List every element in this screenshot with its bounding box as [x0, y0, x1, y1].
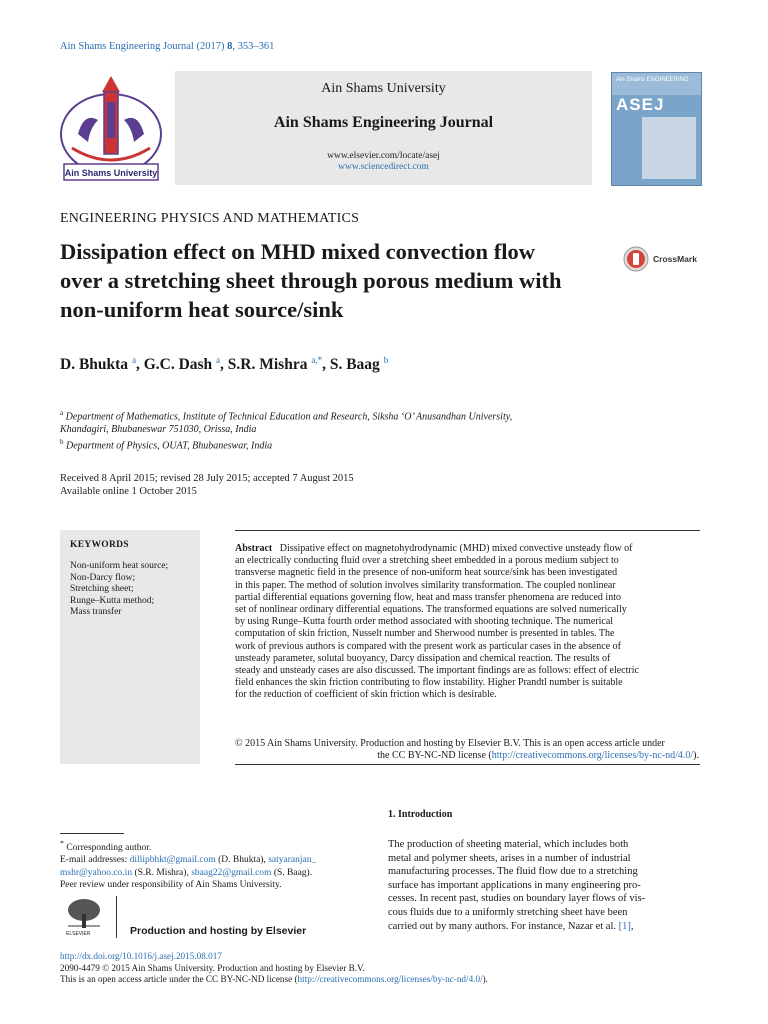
journal-ref-volume: 8	[227, 41, 233, 52]
author-name[interactable]: G.C. Dash	[143, 356, 213, 374]
cover-picture	[642, 117, 696, 179]
intro-line: metal and polymer sheets, arises in a number of industrial	[388, 852, 631, 864]
intro-line-tail: ,	[630, 920, 634, 932]
oa-license-link[interactable]: http://creativecommons.org/licenses/by-nc-nd/4.0/	[297, 974, 483, 985]
title-line: non-uniform heat source/sink	[60, 297, 344, 322]
abstract-line: an electrically conducting fluid over a stretching sheet embedded in a porous medium subject to	[235, 555, 619, 567]
affiliation-text: Khandagiri, Bhubaneswar 751030, Orissa, India	[60, 423, 257, 435]
affiliations	[60, 407, 660, 453]
abstract-line: unsteady parameter, solutal buoyancy, Darcy dissipation and chemical reaction. The results of	[235, 652, 611, 664]
keyword-item: Non-uniform heat source;	[70, 561, 169, 571]
abstract-top-rule	[235, 530, 700, 531]
keyword-item: Mass transfer	[70, 607, 122, 617]
email-link[interactable]: satyaranjan_	[268, 855, 317, 866]
page-footer	[60, 951, 720, 986]
date-online: Available online 1 October 2015	[60, 486, 197, 497]
logo-caption: Ain Shams University	[64, 168, 158, 178]
paper-title	[60, 237, 620, 324]
author-name[interactable]: D. Bhukta	[60, 356, 129, 374]
intro-line-text: carried out by many authors. For instance, Nazar et al.	[388, 920, 619, 932]
elsevier-separator	[116, 896, 117, 938]
author-name[interactable]: S. Baag	[329, 356, 380, 374]
affiliation-line	[60, 407, 660, 424]
title-line: Dissipation effect on MHD mixed convection flow	[60, 239, 535, 264]
keywords-title: KEYWORDS	[70, 540, 129, 550]
license-link[interactable]: http://creativecommons.org/licenses/by-nc-nd/4.0/	[491, 750, 694, 762]
doi-link[interactable]: http://dx.doi.org/10.1016/j.asej.2015.08.017	[60, 951, 222, 961]
cover-title: ASEJ	[616, 95, 665, 114]
author-separator: ,	[220, 356, 228, 374]
corresponding-author-note	[60, 838, 370, 891]
email-link[interactable]: mshr@yahoo.co.in	[60, 867, 133, 878]
keywords-list	[70, 561, 168, 619]
abstract-text: Dissipative effect on magnetohydrodynamic (MHD) mixed convective unsteady flow of	[279, 543, 633, 554]
keyword-item: Runge–Kutta method;	[70, 595, 155, 606]
article-dates	[60, 472, 354, 498]
intro-line: cesses. In recent past, studies on boundary layer flows of vis-	[388, 893, 646, 905]
email-owner: (D. Bhukta),	[215, 855, 269, 866]
intro-line: manufacturing processes. The fluid flow due to a stretching	[388, 866, 638, 878]
abstract-line: transverse magnetic field in the presence of non-uniform heat source/sink has been investigated	[235, 567, 618, 579]
abstract-line: field enhances the skin friction contributing to flow instability. Higher Prandtl number is suitable	[235, 677, 623, 689]
cover-small-text: Ain Shams ENGINEERING	[616, 77, 689, 83]
oa-text: This is an open access article under the CC BY-NC-ND license (	[60, 974, 298, 985]
citation-link[interactable]: [1]	[618, 920, 631, 932]
intro-line: cous fluids due to a uniformly stretching sheet have been	[388, 906, 628, 918]
section-label: ENGINEERING PHYSICS AND MATHEMATICS	[60, 211, 360, 226]
intro-line: surface has important applications in many engineering pro-	[388, 879, 641, 891]
introduction-heading: 1. Introduction	[388, 809, 453, 820]
university-name: Ain Shams University	[321, 81, 446, 96]
elsevier-tree-logo	[62, 896, 106, 936]
intro-line: The production of sheeting material, which includes both	[388, 839, 629, 850]
elsevier-production-text: Production and hosting by Elsevier	[130, 925, 307, 937]
abstract-line: partial differential equations governing flow, heat and mass transfer phenomena are reduced into	[235, 591, 621, 603]
author-affil-mark[interactable]: a	[131, 355, 136, 365]
issn-line: 2090-4479 © 2015 Ain Shams University. Production and hosting by Elsevier B.V.	[60, 962, 365, 973]
affiliation-line	[60, 424, 660, 437]
intro-line	[388, 920, 699, 934]
license-text: the CC BY-NC-ND license (	[377, 750, 492, 762]
crossmark-label[interactable]: CrossMark	[653, 254, 697, 264]
email-prefix: E-mail addresses:	[60, 855, 130, 866]
abstract-license	[235, 738, 699, 762]
affiliation-text: Department of Physics, OUAT, Bhubaneswar, India	[63, 440, 273, 452]
journal-cover-image	[611, 72, 702, 186]
author-affil-mark[interactable]: a,*	[311, 355, 323, 365]
license-text-end: ).	[693, 750, 699, 762]
corr-line	[60, 854, 370, 866]
author-name[interactable]: S.R. Mishra	[227, 356, 308, 374]
date-received: Received 8 April 2015; revised 28 July 2015; accepted 7 August 2015	[60, 473, 354, 484]
oa-text-end: ).	[482, 974, 488, 985]
abstract-label: Abstract	[235, 543, 273, 554]
corr-line	[60, 838, 370, 854]
abstract-line: in this paper. The method of solution involves similarity transformation. The coupled nonlinear	[235, 579, 616, 591]
affiliation-text: Department of Mathematics, Institute of Technical Education and Research, Siksha ‘O’ Anusandhan University,	[63, 411, 513, 423]
title-line: over a stretching sheet through porous medium with	[60, 268, 562, 293]
abstract	[235, 543, 699, 702]
university-logo	[58, 72, 164, 184]
journal-ref-text: Ain Shams Engineering Journal (2017)	[60, 41, 228, 52]
journal-name: Ain Shams Engineering Journal	[273, 114, 494, 131]
email-owner: (S. Baag).	[271, 867, 313, 878]
open-access-line	[60, 974, 720, 986]
abstract-line: computation of skin friction, Nusselt number and Sherwood number is presented in tables. The	[235, 628, 615, 640]
abstract-bottom-rule	[235, 764, 700, 765]
author-separator: ,	[135, 356, 144, 374]
abstract-line: steady and unsteady cases are also discussed. The important findings are as follows: effect of electric	[235, 665, 639, 677]
peer-review-note: Peer review under responsibility of Ain Shams University.	[60, 879, 282, 890]
keyword-item: Stretching sheet;	[70, 584, 134, 594]
footnote-rule	[60, 833, 124, 834]
affiliation-line	[60, 436, 660, 453]
affiliation-mark: b	[60, 438, 64, 447]
abstract-line: set of nonlinear ordinary differential equations. The transformed equations are solved numerically	[235, 604, 627, 616]
author-separator: ,	[322, 356, 330, 374]
affiliation-mark: a	[60, 409, 64, 417]
email-link[interactable]: dillipbhkt@gmail.com	[129, 855, 216, 866]
keyword-item: Non-Darcy flow;	[70, 572, 136, 583]
journal-url[interactable]: www.elsevier.com/locate/asej	[327, 151, 440, 161]
abstract-line	[235, 543, 699, 555]
footnote-star: *	[60, 839, 64, 848]
elsevier-logo-word: ELSEVIER	[66, 931, 91, 937]
introduction-text	[388, 838, 699, 933]
email-link[interactable]: sbaag22@gmail.com	[191, 867, 272, 878]
corr-line	[60, 867, 370, 879]
abstract-line: for the reduction of coefficient of skin friction which is desirable.	[235, 689, 497, 701]
abstract-line: work of previous authors is compared with the present work as particular cases in the absence of	[235, 640, 621, 652]
license-line: © 2015 Ain Shams University. Production and hosting by Elsevier B.V. This is an open access article under	[235, 738, 665, 749]
corr-label: Corresponding author.	[63, 843, 152, 854]
email-owner: (S.R. Mishra),	[132, 867, 192, 878]
journal-reference[interactable]	[60, 41, 274, 52]
abstract-line: by using Runge–Kutta fourth order method associated with shooting technique. The numerical	[235, 616, 614, 628]
author-list	[60, 355, 388, 374]
sciencedirect-url[interactable]: www.sciencedirect.com	[338, 162, 429, 172]
journal-ref-pages: , 353–361	[232, 41, 275, 52]
license-line	[235, 750, 699, 762]
author-affil-mark[interactable]: a	[216, 355, 221, 365]
author-affil-mark[interactable]: b	[383, 355, 389, 365]
